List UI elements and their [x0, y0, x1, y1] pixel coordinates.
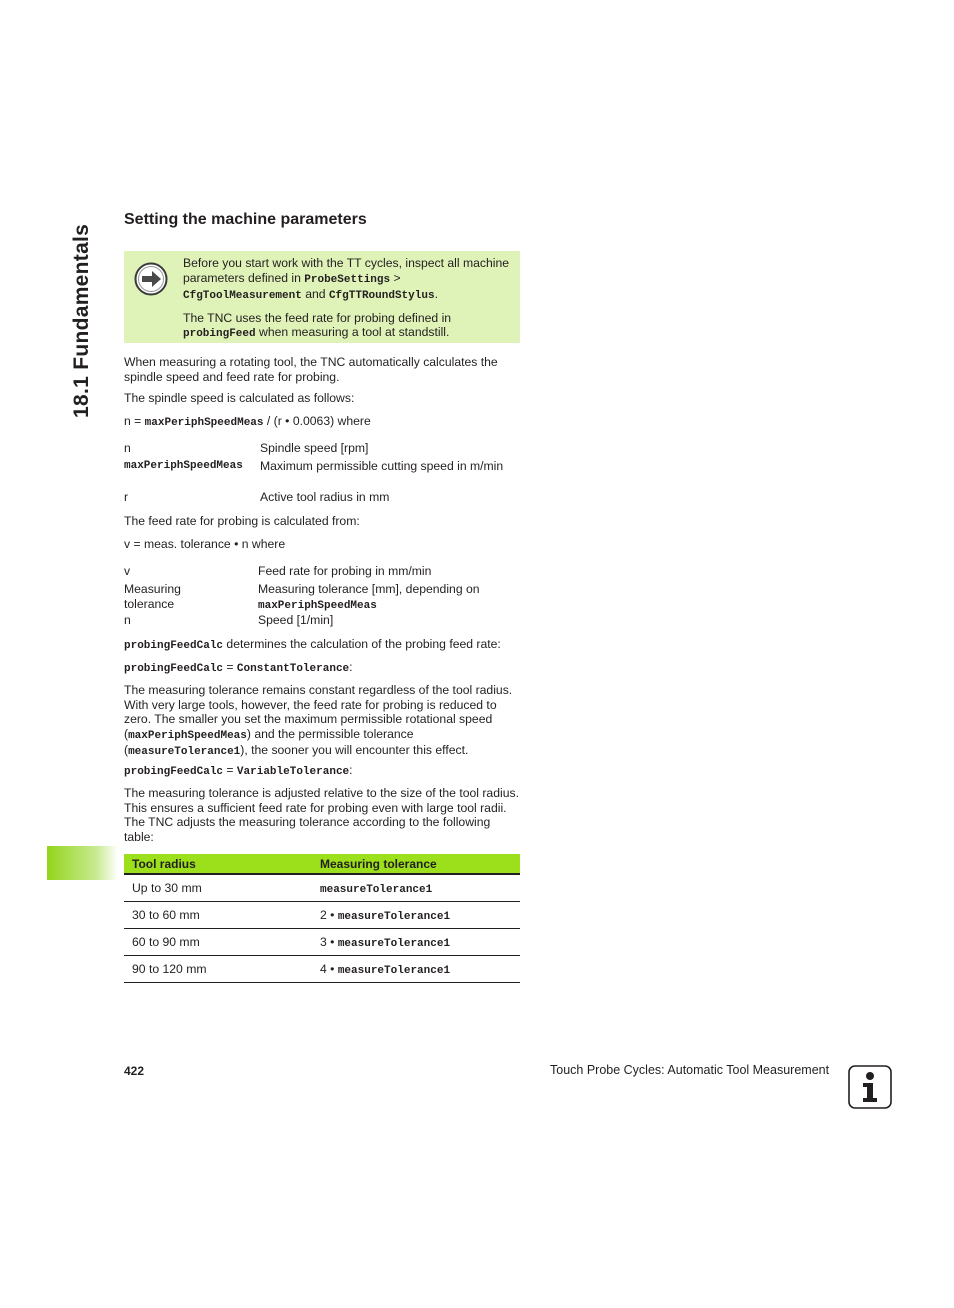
table-row [124, 929, 520, 956]
page-number: 422 [124, 1064, 145, 1078]
cell-tolerance: 3 • measureTolerance1 [312, 929, 520, 956]
arrow-right-icon [134, 262, 168, 296]
table-header-row [124, 854, 520, 874]
paragraph-rotating-tool: When measuring a rotating tool, the TNC automatically calculates the spindle speed and feed rate for probing. [124, 355, 498, 384]
paragraph-probing-feed-calc: probingFeedCalc determines the calculation of the probing feed rate: [124, 637, 501, 652]
cell-tolerance: 2 • measureTolerance1 [312, 902, 520, 929]
cell-tolerance: measureTolerance1 [312, 874, 520, 902]
cell-tolerance: 4 • measureTolerance1 [312, 956, 520, 983]
table-row [124, 902, 520, 929]
formula-feed-rate: v = meas. tolerance • n where [124, 537, 286, 551]
note-text [183, 256, 513, 349]
paragraph-variable-tolerance: The measuring tolerance is adjusted relative to the size of the tool radius. This ensures a sufficient feed rate for probing even with large tool radii. The TNC adjusts the measuring tolerance according to the following table: [124, 786, 519, 844]
cell-tool-radius: 90 to 120 mm [124, 956, 312, 983]
cell-tool-radius: Up to 30 mm [124, 874, 312, 902]
formula-spindle-speed: n = maxPeriphSpeedMeas / (r • 0.0063) where [124, 414, 371, 429]
section-title: Setting the machine parameters [124, 211, 367, 228]
option-constant-tolerance: probingFeedCalc = ConstantTolerance: [124, 660, 353, 675]
option-variable-tolerance: probingFeedCalc = VariableTolerance: [124, 763, 353, 778]
tolerance-table [124, 854, 520, 983]
info-icon [848, 1065, 892, 1109]
note-paragraph-2: The TNC uses the feed rate for probing defined in probingFeed when measuring a tool at standstill. [183, 310, 452, 340]
column-header-tool-radius: Tool radius [124, 854, 312, 874]
note-paragraph-1: Before you start work with the TT cycles, inspect all machine parameters defined in ProbeSettings > CfgToolMeasurement and CfgTTRoundStylus. [183, 256, 510, 302]
cell-tool-radius: 30 to 60 mm [124, 902, 312, 929]
paragraph-feed-rate: The feed rate for probing is calculated from: [124, 514, 360, 528]
column-header-measuring-tolerance: Measuring tolerance [312, 854, 520, 874]
cell-tool-radius: 60 to 90 mm [124, 929, 312, 956]
note-box [124, 251, 520, 343]
table-row [124, 956, 520, 983]
paragraph-spindle-speed: The spindle speed is calculated as follows: [124, 391, 355, 405]
chapter-side-title: 18.1 Fundamentals [70, 223, 93, 418]
chapter-tab-marker [47, 846, 118, 880]
footer-title: Touch Probe Cycles: Automatic Tool Measurement [550, 1063, 830, 1077]
table-row [124, 874, 520, 902]
paragraph-constant-tolerance: The measuring tolerance remains constant regardless of the tool radius. With very large tools, however, the feed rate for probing is reduced to zero. The smaller you set the maximum permissible rotational speed (maxPeriphSpeedMeas) and the permissible tolerance (measureTolerance1), the sooner you will encounter this effect. [124, 683, 513, 758]
